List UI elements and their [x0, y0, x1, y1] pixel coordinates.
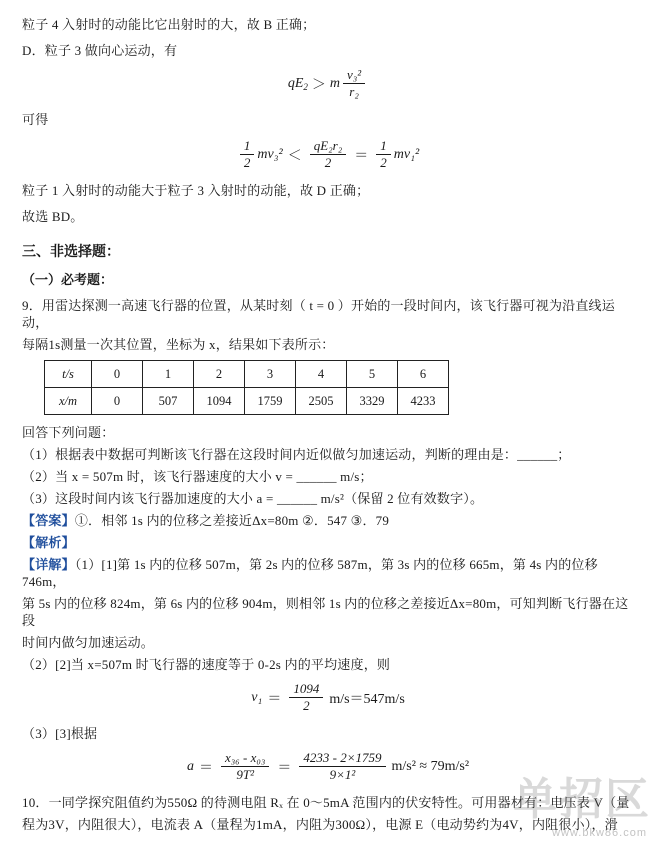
question-9-item-2: （2）当 x = 507m 时，该飞行器速度的大小 v = ______ m/s； [22, 469, 373, 484]
table-cell-x-5: 3329 [347, 388, 398, 415]
section-title: 三、非选择题： [22, 245, 120, 260]
eq-a-fraction1-numerator: x₃₆ - x₀₃ [221, 751, 269, 767]
eq2-relation1: ＜ [287, 148, 302, 164]
question-9-item-1: （1）根据表中数据可判断该飞行器在这段时间内近似做匀加速运动，判断的理由是：______； [22, 447, 571, 462]
question-9-prompt: 回答下列问题： [22, 425, 115, 440]
table-header-t: t/s [45, 361, 92, 388]
text-b-conclusion-part1: 粒子 4 入射时的动能比它出射时的大，故 B 正确； [22, 17, 316, 32]
eq1-denominator: r₂ [349, 84, 359, 99]
table-cell-x-1: 507 [143, 388, 194, 415]
eq-a-relation2: ＝ [277, 760, 292, 776]
equation-acceleration [22, 751, 634, 782]
eq2-term2-numerator: qE₂r₂ [310, 139, 347, 155]
eq-v-denominator: 2 [303, 698, 310, 713]
eq-a-lhs: a [186, 758, 194, 774]
eq2-term1-var: mv₃² [257, 146, 283, 162]
eq-a-fraction2 [299, 751, 385, 782]
eq-a-fraction1 [221, 751, 269, 782]
table-cell-t-2: 2 [194, 361, 245, 388]
equation-velocity-body [251, 682, 405, 713]
eq-a-unit: m/s² ≈ 79m/s² [391, 758, 470, 774]
detail-tag: 【详解】 [22, 557, 75, 572]
eq1-relation: ＞ [311, 77, 326, 93]
watermark-url: www.bkw86.com [552, 827, 647, 839]
eq-v-relation: ＝ [267, 691, 282, 707]
eq2-term1-fraction [240, 139, 255, 170]
subsection-title: （一）必考题： [22, 272, 114, 287]
answer-tag: 【答案】 [22, 513, 75, 528]
table-cell-x-4: 2505 [296, 388, 347, 415]
analysis-block [22, 534, 634, 551]
question-9-stem-line1: 9．用雷达探测一高速飞行器的位置，从某时刻（ t = 0 ）开始的一段时间内，该飞行器可视为沿直线运动， [22, 298, 615, 330]
equation-centripetal [22, 68, 634, 99]
equation-energy-body [237, 139, 419, 170]
eq-v-lhs: v₁ [251, 689, 263, 705]
eq-a-fraction2-denominator: 9×1² [329, 767, 356, 782]
eq1-numerator: v₃² [343, 68, 365, 84]
eq2-term2-denominator: 2 [324, 155, 332, 170]
table-cell-x-2: 1094 [194, 388, 245, 415]
eq-a-fraction1-denominator: 9T² [236, 767, 254, 782]
eq2-term3-denominator: 2 [380, 155, 387, 170]
analysis-tag: 【解析】 [22, 535, 75, 550]
table-cell-t-1: 1 [143, 361, 194, 388]
question-10-line2: 程为3V，内阻很大），电流表 A（量程为1mA，内阻为300Ω），电源 E（电动势约为4V，内阻很小），滑 [22, 817, 618, 832]
detail-text-1: （1）[1]第 1s 内的位移 507m，第 2s 内的位移 587m，第 3s 内的位移 665m，第 4s 内的位移 746m， [22, 557, 598, 589]
eq-v-fraction [289, 682, 323, 713]
question-9-item-3: （3）这段时间内该飞行器加速度的大小 a = ______ m/s²（保留 2 位有效数字）。 [22, 491, 484, 506]
question-10-line1: 10．一同学探究阻值约为550Ω 的待测电阻 Rₓ 在 0～5mA 范围内的伏安特性。可用器材有：电压表 V（量 [22, 795, 630, 810]
eq1-mass: m [329, 75, 340, 91]
table-cell-x-3: 1759 [245, 388, 296, 415]
eq1-lhs: $qE_2$ [287, 75, 308, 92]
eq2-term3-numerator: 1 [376, 139, 391, 155]
table-cell-t-0: 0 [92, 361, 143, 388]
table-row-time [45, 361, 449, 388]
equation-energy-compare [22, 137, 634, 170]
eq2-relation2: ＝ [354, 148, 369, 164]
paragraph-d-option: D．粒子 3 做向心运动，有 [22, 43, 178, 58]
paragraph-d-conclusion: 粒子 1 入射时的动能大于粒子 3 入射时的动能，故 D 正确； [22, 183, 370, 198]
table-cell-t-5: 5 [347, 361, 398, 388]
measurement-table [44, 360, 449, 415]
equation-acceleration-body [187, 751, 469, 782]
watermark-text: 单招区 [513, 775, 651, 824]
equation-centripetal-body [288, 68, 368, 99]
eq-v-unit: m/s＝547m/s [329, 691, 405, 707]
table-cell-x-0: 0 [92, 388, 143, 415]
table-cell-t-6: 6 [398, 361, 449, 388]
eq2-term3-var: mv₁² [393, 146, 420, 162]
paragraph-final-answer: 故选 BD。 [22, 209, 84, 224]
eq-a-fraction2-numerator: 4233 - 2×1759 [299, 751, 385, 767]
paragraph-b-conclusion [22, 16, 634, 33]
eq-a-relation1: ＝ [198, 760, 213, 776]
detail-line-1 [22, 556, 634, 590]
eq2-term2-fraction [310, 139, 347, 170]
detail-line-2: 第 5s 内的位移 824m，第 6s 内的位移 904m，则相邻 1s 内的位移之差接近Δx=80m，可知判断飞行器在这段 [22, 596, 629, 628]
eq2-term1-numerator: 1 [240, 139, 255, 155]
detail-line-3: 时间内做匀加速运动。 [22, 635, 155, 650]
eq1-fraction [343, 68, 365, 99]
answer-block [22, 512, 634, 529]
eq2-term1-denominator: 2 [243, 155, 251, 170]
eq-v-numerator: 1094 [289, 682, 323, 698]
detail-line-4: （2）[2]当 x=507m 时飞行器的速度等于 0-2s 内的平均速度，则 [22, 657, 391, 672]
paragraph-keyi: 可得 [22, 112, 49, 127]
table-cell-x-6: 4233 [398, 388, 449, 415]
answer-text: ①．相邻 1s 内的位移之差接近Δx=80m ②．547 ③．79 [74, 513, 390, 528]
eq2-term3-fraction [376, 139, 391, 170]
table-header-x: x/m [45, 388, 92, 415]
detail-line-5: （3）[3]根据 [22, 726, 98, 741]
question-9-stem-line2: 每隔1s测量一次其位置，坐标为 x，结果如下表所示： [22, 337, 335, 352]
table-cell-t-3: 3 [245, 361, 296, 388]
document-content [22, 16, 634, 838]
equation-velocity [22, 682, 634, 713]
table-cell-t-4: 4 [296, 361, 347, 388]
table-row-position [45, 388, 449, 415]
